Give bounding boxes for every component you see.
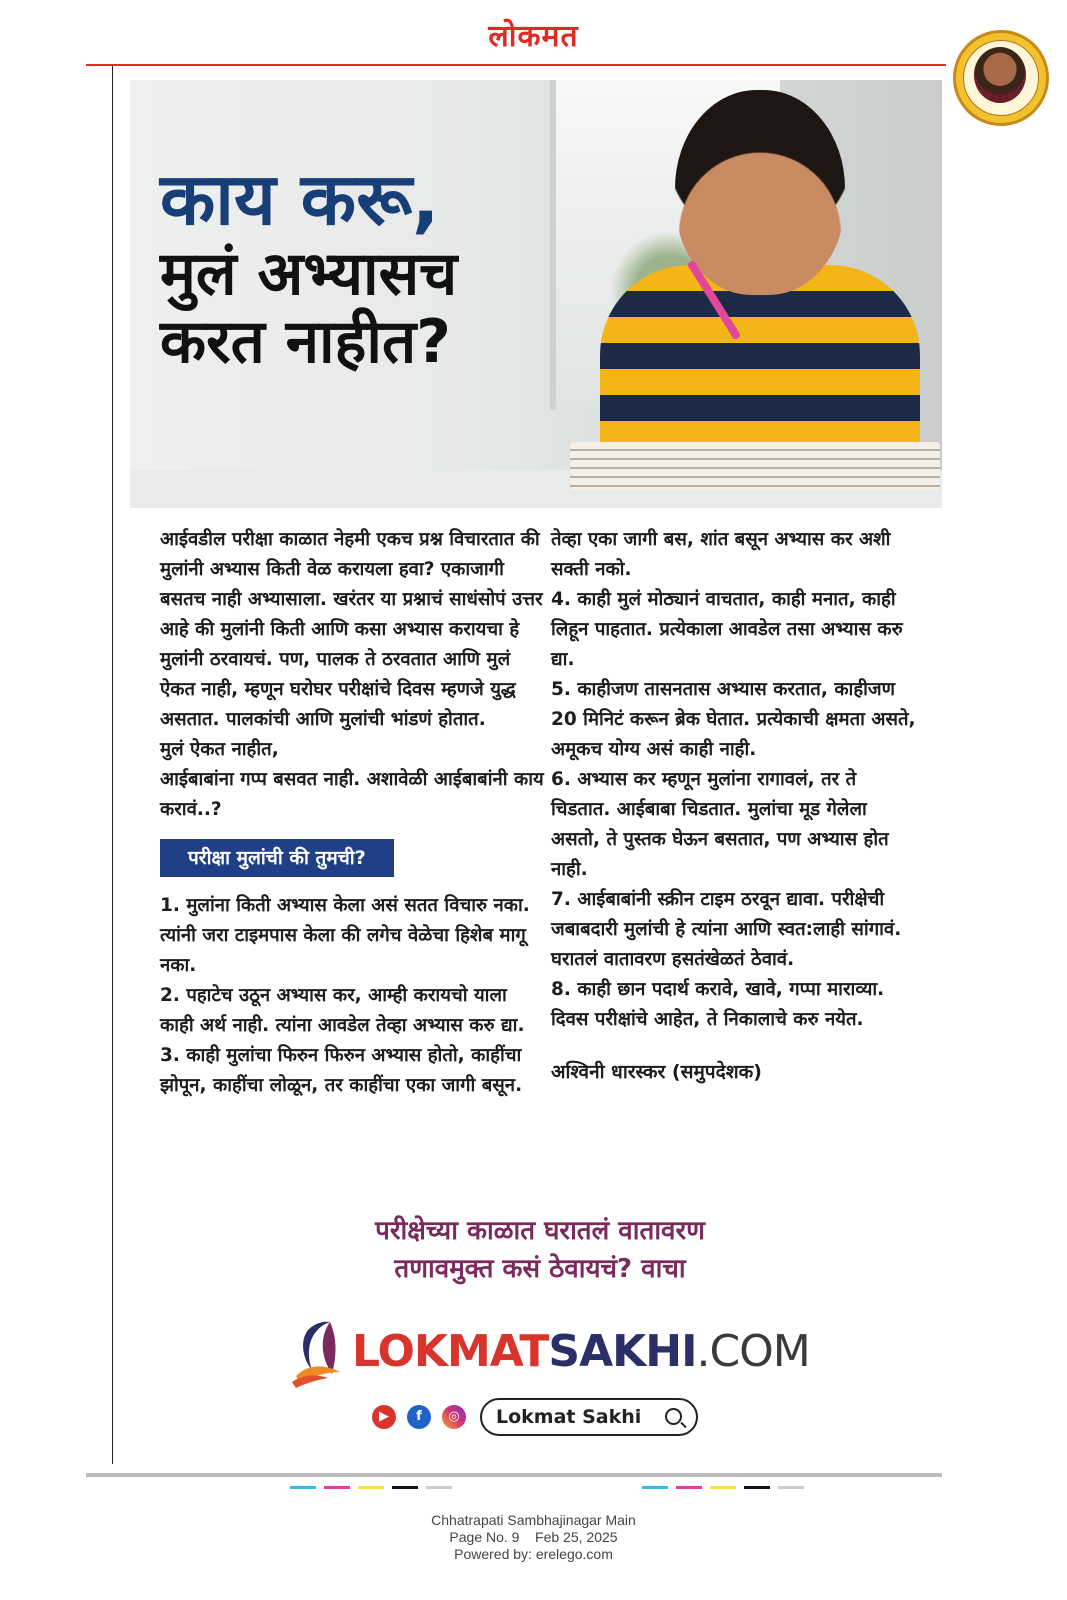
registration-marks-right xyxy=(642,1486,812,1490)
article-column-right xyxy=(551,525,921,1087)
headline-line-3: करत नाहीत? xyxy=(160,307,451,378)
article-byline xyxy=(551,1057,921,1087)
page-footer xyxy=(0,1512,1067,1563)
byline-role: (समुपदेशक) xyxy=(671,1061,762,1083)
tip-8: 8. काही छान पदार्थ करावे, खावे, गप्पा माराव्या. दिवस परीक्षांचे आहेत, ते निकालाचे करु नयेत. xyxy=(551,979,885,1030)
left-column-rule xyxy=(112,66,113,1464)
registration-marks-left xyxy=(290,1486,460,1490)
bottom-rule xyxy=(86,1473,942,1477)
footer-page-date xyxy=(0,1529,1067,1546)
social-links xyxy=(372,1398,702,1434)
sakhi-emblem-icon xyxy=(290,1318,352,1388)
section-subhead: परीक्षा मुलांची की तुमची? xyxy=(160,839,394,877)
tip-4: 4. काही मुलं मोठ्यानं वाचतात, काही मनात, काही लिहून पाहतात. प्रत्येकाला आवडेल तसा अभ्यास करु द्या. xyxy=(551,589,903,670)
masthead-text: लोकमत xyxy=(488,19,579,54)
facebook-icon[interactable]: f xyxy=(407,1405,431,1429)
masthead-logo xyxy=(0,14,1067,55)
author-badge-seal xyxy=(953,30,1049,126)
footer-date: Feb 25, 2025 xyxy=(535,1529,618,1545)
search-icon xyxy=(665,1408,682,1425)
promo-callout xyxy=(130,1212,950,1288)
tip-2: 2. पहाटेच उठून अभ्यास कर, आम्ही करायचो याला काही अर्थ नाही. त्यांना आवडेल तेव्हा अभ्यास करु द्या. xyxy=(160,985,525,1036)
footer-powered-by: Powered by: erelego.com xyxy=(454,1546,613,1562)
article-headline xyxy=(160,158,457,377)
badge-portrait xyxy=(974,47,1026,103)
hero-books xyxy=(570,442,940,490)
tip-3: 3. काही मुलांचा फिरुन फिरुन अभ्यास होतो, काहींचा झोपून, काहींचा लोळून, तर काहींचा एका जागी बसून. xyxy=(160,1045,523,1096)
hero-boy-head xyxy=(675,90,845,295)
intro-question: आईबाबांना गप्प बसवत नाही. अशावेळी आईबाबांनी काय करावं..? xyxy=(160,769,544,820)
instagram-icon[interactable]: ◎ xyxy=(442,1405,466,1429)
tip-6: 6. अभ्यास कर म्हणून मुलांना रागावलं, तर ते चिडतात. आईबाबा चिडतात. मुलांचा मूड गेलेला असतो, ते पुस्तक घेऊन बसतात, पण अभ्यास होत नाही. xyxy=(551,769,889,880)
intro-line: मुलं ऐकत नाहीत, xyxy=(160,739,279,760)
search-pill-label: Lokmat Sakhi xyxy=(496,1406,642,1428)
headline-line-1: काय करू, xyxy=(160,157,440,241)
byline-name: अश्विनी धारस्कर xyxy=(551,1061,666,1083)
wordmark-lokmat: LOKMAT xyxy=(352,1326,549,1377)
footer-page-no: Page No. 9 xyxy=(449,1529,520,1545)
wordmark-com: .COM xyxy=(696,1326,810,1377)
tip-1: 1. मुलांना किती अभ्यास केला असं सतत विचारु नका. त्यांनी जरा टाइमपास केला की लगेच वेळेचा हिशेब मागू नका. xyxy=(160,895,530,976)
tip-7: 7. आईबाबांनी स्क्रीन टाइम ठरवून द्यावा. परीक्षेची जबाबदारी मुलांची हे त्यांना आणि स्वत:लाही सांगावं. घरातलं वातावरण हसतंखेळतं ठेवावं. xyxy=(551,889,902,970)
tip-3-continued: तेव्हा एका जागी बस, शांत बसून अभ्यास कर अशी सक्ती नको. xyxy=(551,529,891,580)
promo-line-1: परीक्षेच्या काळात घरातलं वातावरण xyxy=(375,1216,705,1246)
article-column-left xyxy=(160,525,545,1101)
footer-edition: Chhatrapati Sambhajinagar Main xyxy=(431,1512,636,1528)
top-rule xyxy=(86,64,946,66)
promo-line-2: तणावमुक्त कसं ठेवायचं? वाचा xyxy=(394,1254,686,1284)
lokmat-sakhi-logo[interactable] xyxy=(290,1318,810,1388)
headline-line-2: मुलं अभ्यासच xyxy=(160,239,458,310)
youtube-icon[interactable]: ▶ xyxy=(372,1405,396,1429)
tip-5: 5. काहीजण तासनतास अभ्यास करतात, काहीजण 20 मिनिटं करून ब्रेक घेतात. प्रत्येकाची क्षमता असते, अमूकच योग्य असं काही नाही. xyxy=(551,679,916,760)
sakhi-wordmark xyxy=(352,1326,810,1377)
intro-paragraph: आईवडील परीक्षा काळात नेहमी एकच प्रश्न विचारतात की मुलांनी अभ्यास किती वेळ करायला हवा? एकाजागी बसतच नाही अभ्यासाला. खरंतर या प्रश्नाचं साधंसोपं उत्तर आहे की मुलांनी किती आणि कसा अभ्यास करायचा हे मुलांनी ठरवायचं. पण, पालक ते ठरवतात आणि मुलं ऐकत नाही, म्हणून घरोघर परीक्षांचे दिवस म्हणजे युद्ध असतात. पालकांची आणि मुलांची भांडणं होतात. xyxy=(160,529,543,730)
wordmark-sakhi: SAKHI xyxy=(548,1326,697,1377)
search-pill[interactable] xyxy=(480,1398,698,1436)
